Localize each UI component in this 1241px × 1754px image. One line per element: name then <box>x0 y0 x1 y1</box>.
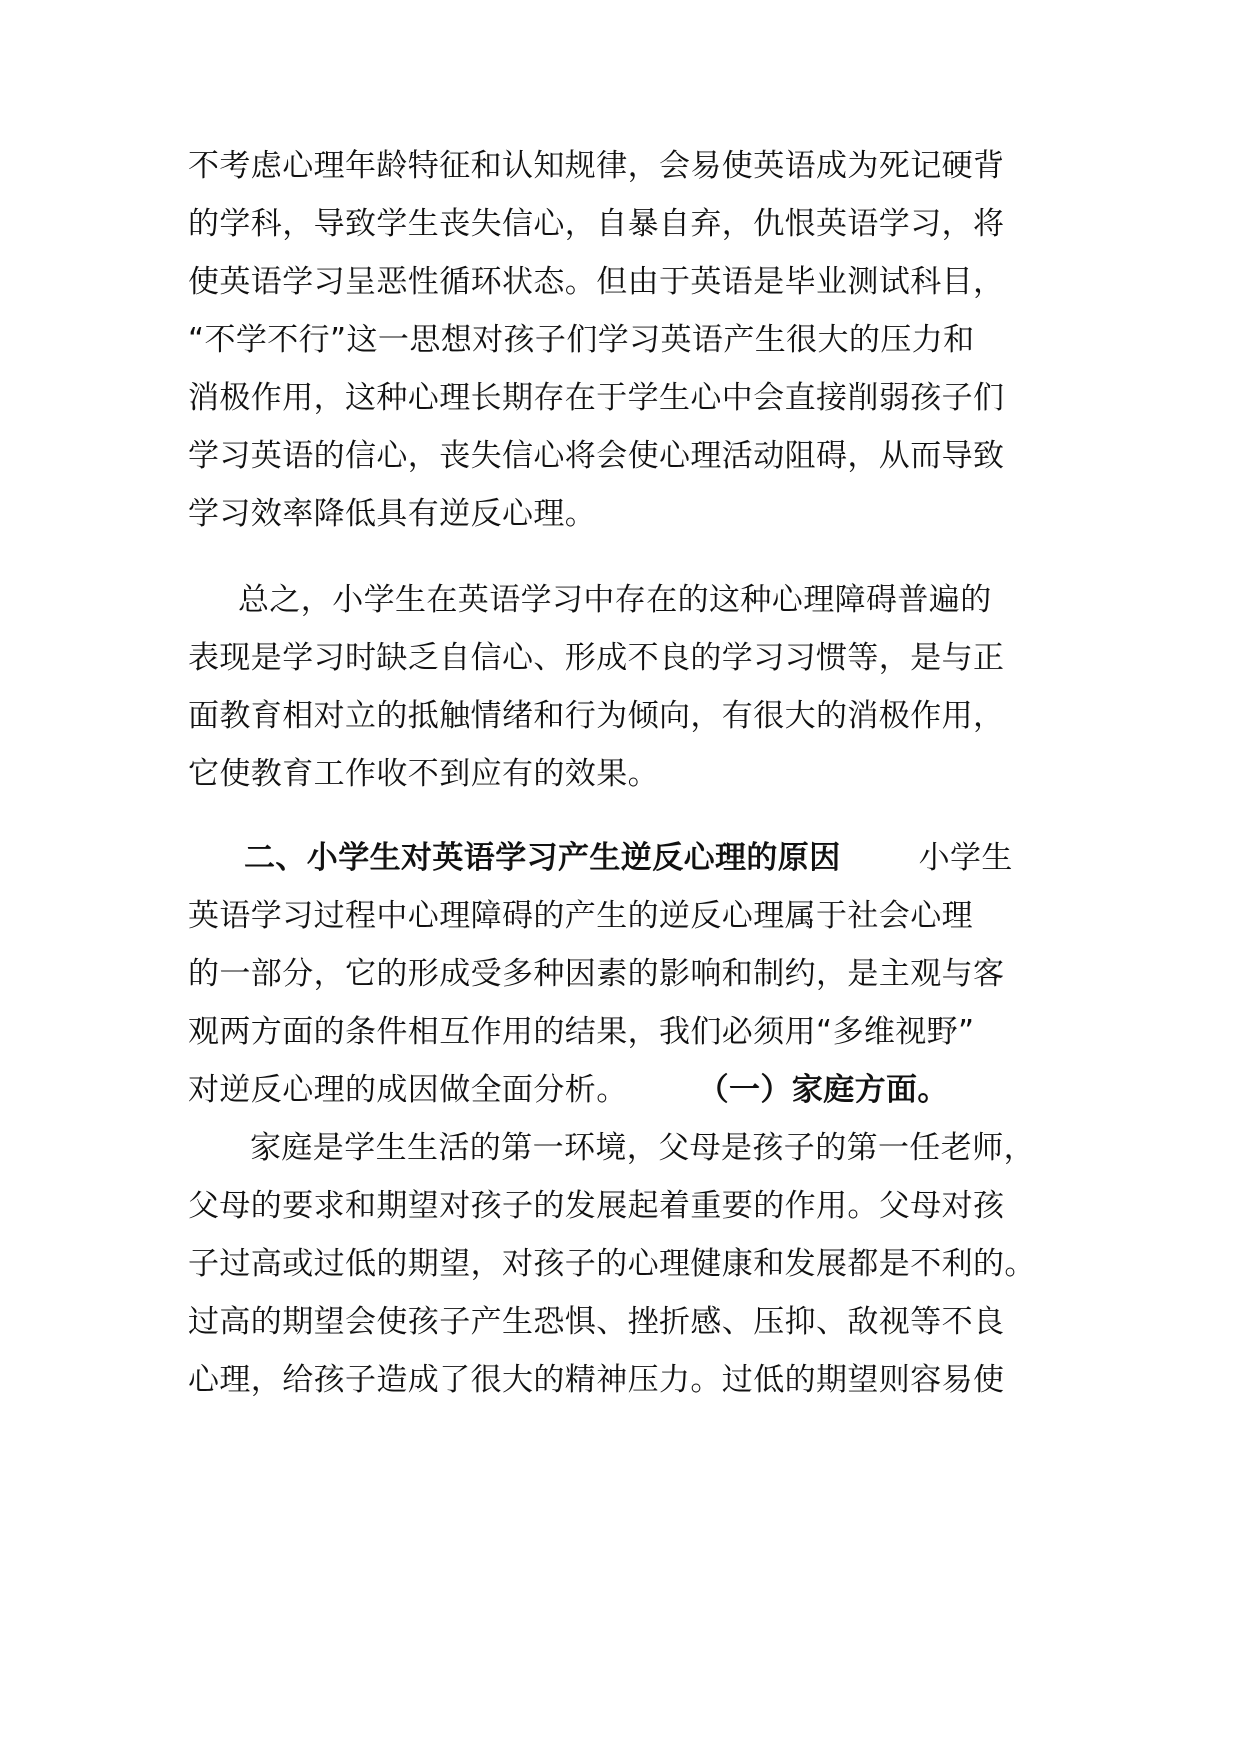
paragraph-start: 小学生 <box>918 840 1013 876</box>
paragraph-line: 子过高或过低的期望，对孩子的心理健康和发展都是不利的。 <box>188 1246 1036 1282</box>
paragraph-line: 表现是学习时缺乏自信心、形成不良的学习习惯等，是与正 <box>188 640 1005 676</box>
paragraph-line: 消极作用，这种心理长期存在于学生心中会直接削弱孩子们 <box>188 380 1005 416</box>
paragraph-line: 的一部分，它的形成受多种因素的影响和制约，是主观与客 <box>188 956 1005 992</box>
paragraph-line: 英语学习过程中心理障碍的产生的逆反心理属于社会心理 <box>188 898 973 934</box>
paragraph-line: 学习英语的信心，丧失信心将会使心理活动阻碍，从而导致 <box>188 438 1005 474</box>
section-heading-line <box>244 838 1013 878</box>
paragraph-line: 父母的要求和期望对孩子的发展起着重要的作用。父母对孩 <box>188 1188 1005 1224</box>
paragraph-line: 面教育相对立的抵触情绪和行为倾向，有很大的消极作用， <box>188 698 1005 734</box>
paragraph-line: 学习效率降低具有逆反心理。 <box>188 496 597 532</box>
paragraph-line: 的学科，导致学生丧失信心，自暴自弃，仇恨英语学习，将 <box>188 206 1005 242</box>
paragraph-line: 心理，给孩子造成了很大的精神压力。过低的期望则容易使 <box>188 1362 1005 1398</box>
paragraph-line: 使英语学习呈恶性循环状态。但由于英语是毕业测试科目， <box>188 264 1005 300</box>
subheading-line <box>188 1070 949 1110</box>
paragraph-end: 对逆反心理的成因做全面分析。 <box>188 1072 628 1108</box>
subsection-heading: （一）家庭方面。 <box>697 1072 949 1108</box>
paragraph-line: 总之，小学生在英语学习中存在的这种心理障碍普遍的 <box>238 582 992 618</box>
paragraph-line: 不考虑心理年龄特征和认知规律，会易使英语成为死记硬背 <box>188 148 1005 184</box>
paragraph-line: “不学不行”这一思想对孩子们学习英语产生很大的压力和 <box>188 322 975 358</box>
paragraph-line: 观两方面的条件相互作用的结果，我们必须用“多维视野” <box>188 1014 975 1050</box>
paragraph-line: 家庭是学生生活的第一环境，父母是孩子的第一任老师， <box>250 1130 1035 1166</box>
paragraph-line: 它使教育工作收不到应有的效果。 <box>188 756 659 792</box>
section-heading: 二、小学生对英语学习产生逆反心理的原因 <box>244 840 841 876</box>
paragraph-line: 过高的期望会使孩子产生恐惧、挫折感、压抑、敌视等不良 <box>188 1304 1005 1340</box>
